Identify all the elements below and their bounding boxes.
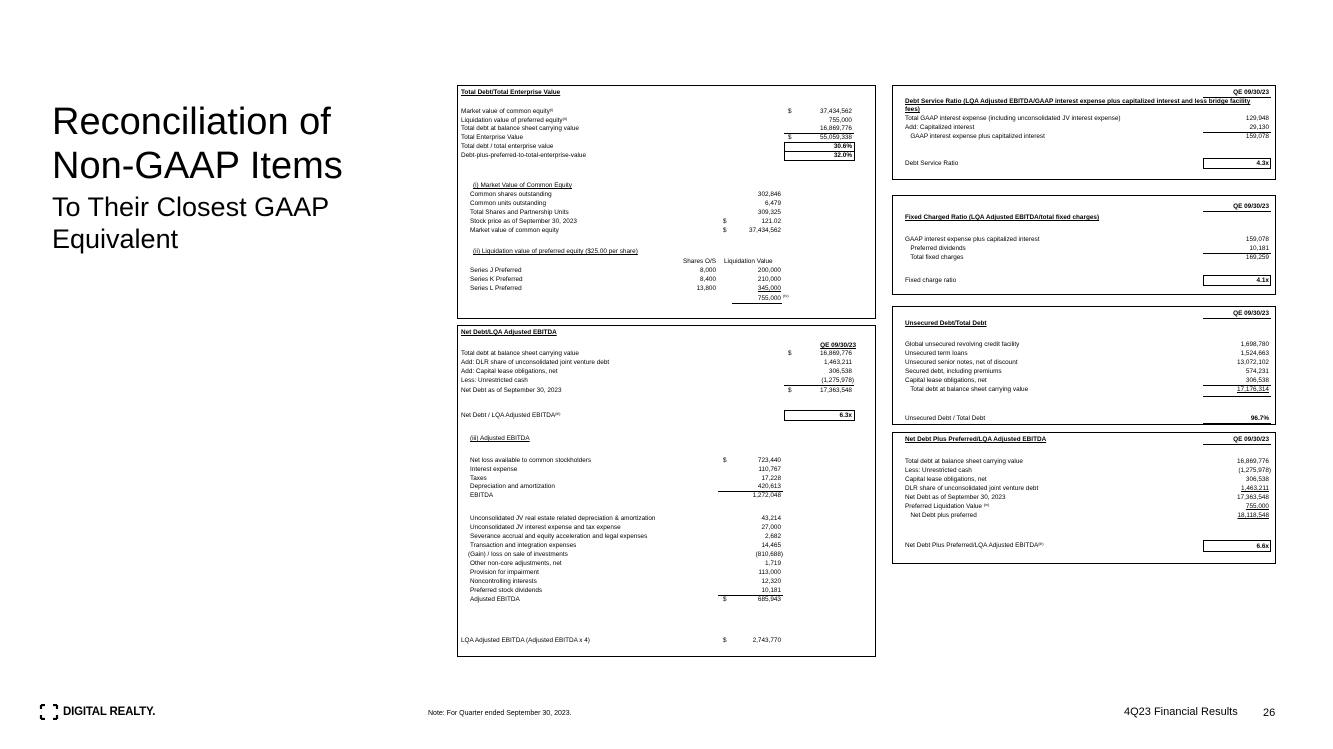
title-line-1: Reconciliation of [52, 101, 331, 143]
ndpp-row-value: (1,275,978) [1238, 467, 1271, 474]
sub1-row-label: Market value of common equity [470, 227, 559, 234]
sub2-row-value: 210,000 [757, 276, 781, 283]
sub2-total: 755,000 [757, 295, 781, 302]
unsecured-row-label: Unsecured senior notes, net of discount [905, 359, 1018, 366]
lqa-label: LQA Adjusted EBITDA (Adjusted EBITDA x 4) [461, 637, 590, 644]
fcr-row-label: Total fixed charges [905, 254, 964, 261]
ndpp-ratio-label: Net Debt Plus Preferred/LQA Adjusted EBITDA$^{(iii)}$ [905, 541, 1044, 549]
brand-name: DIGITAL REALTY. [63, 706, 156, 718]
sub2-col-value: Liquidation Value [724, 258, 773, 265]
sub1-row-value: 121.02 [761, 218, 781, 225]
dsr-col-header: QE 09/30/23 [1233, 89, 1269, 96]
sub2-row-label: Series L Preferred [470, 285, 522, 292]
tev-row-value: 55,059,338 [820, 134, 852, 141]
tev-row-label: Total Enterprise Value [461, 134, 524, 141]
lqa-currency: $ [723, 637, 727, 644]
netdebt-row-value: (1,275,978) [821, 377, 854, 384]
sub1-row-value: 37,434,562 [749, 227, 781, 234]
ebitda-row-value: 723,440 [757, 457, 781, 464]
unsecured-row-label: Unsecured term loans [905, 350, 968, 357]
ndpp-row-value: 755,000 [1245, 503, 1269, 510]
fcr-row-value: 10,181 [1249, 245, 1269, 252]
digital-realty-logo-icon [39, 704, 59, 720]
dsr-row-label: GAAP interest expense plus capitalized interest [905, 133, 1045, 140]
dsr-row-label: Add: Capitalized interest [905, 124, 975, 131]
fcr-row-value: 159,078 [1245, 236, 1269, 243]
tev-row-label: Total debt / total enterprise value [461, 143, 554, 150]
tev-table [457, 85, 876, 319]
ebitda-adj-label: Unconsolidated JV real estate related depreciation & amortization [470, 515, 656, 522]
ebitda-row-label: Net loss available to common stockholders [470, 457, 592, 464]
sub2-row-shares: 13,800 [696, 285, 716, 292]
ndpp-row-label: Net Debt as of September 30, 2023 [905, 494, 1006, 501]
ebitda-row-value: 110,767 [758, 466, 781, 473]
sub2-row-value: 200,000 [757, 267, 781, 274]
ebitda-adj-label: Adjusted EBITDA [470, 596, 520, 603]
divider [1203, 211, 1271, 212]
dsr-heading-2: fees) [905, 106, 920, 113]
dsr-row-value: 129,948 [1245, 115, 1269, 122]
ebitda-adj-label: Other non-core adjustments, net [470, 560, 562, 567]
fcr-ratio-value: 4.1x [1256, 277, 1269, 284]
unsecured-ratio-label: Unsecured Debt / Total Debt [905, 415, 986, 422]
netdebt-row-label: Add: DLR share of unconsolidated joint venture debt [461, 359, 610, 366]
fcr-row-label: Preferred dividends [905, 245, 966, 252]
page-number: 26 [1263, 707, 1276, 719]
ebitda-adj-value: 1,719 [765, 560, 781, 567]
sub2-row-label: Series J Preferred [470, 267, 522, 274]
unsecured-row-value: 17,176,314 [1237, 386, 1269, 393]
sub1-row-value: 6,479 [765, 200, 781, 207]
sub1-row-label: Total Shares and Partnership Units [470, 209, 569, 216]
ebitda-adj-value: 43,214 [761, 515, 781, 522]
page-title [52, 100, 343, 188]
debt-service-table [892, 85, 1276, 180]
dsr-ratio-value: 4.3x [1256, 160, 1269, 167]
ndpp-row-label: DLR share of unconsolidated joint venture debt [905, 485, 1039, 492]
footnote: Note: For Quarter ended September 30, 2023. [428, 710, 572, 717]
ndpp-ratio-value: 6.6x [1256, 543, 1269, 550]
subtitle-line-2: Equivalent [52, 224, 179, 254]
ndpp-row-label: Net Debt plus preferred [905, 512, 977, 519]
page-subtitle [52, 191, 329, 255]
netdebt-row-value: 17,363,548 [820, 387, 852, 394]
title-line-2: Non-GAAP Items [52, 145, 343, 187]
netdebt-row-value: 16,869,776 [820, 350, 852, 357]
ebitda-row-label: EBITDA [470, 492, 494, 499]
fcr-heading: Fixed Charged Ratio (LQA Adjusted EBITDA/total fixed charges) [905, 214, 1100, 221]
sub2-row-label: Series K Preferred [470, 276, 523, 283]
unsecured-debt-table [892, 306, 1276, 425]
unsecured-row-value: 1,698,780 [1240, 341, 1269, 348]
sub1-row-currency: $ [723, 218, 727, 225]
sub1-row-label: Common shares outstanding [470, 191, 552, 198]
ebitda-adj-value: 12,320 [761, 578, 781, 585]
unsecured-ratio-value: 96.7% [1250, 415, 1269, 422]
sub2-row-value: 345,000 [757, 285, 781, 292]
net-debt-table [457, 325, 876, 657]
ndpp-row-label: Total debt at balance sheet carrying value [905, 458, 1023, 465]
ebitda-adj-currency: $ [723, 596, 727, 603]
dsr-heading: Debt Service Ratio (LQA Adjusted EBITDA/GAAP interest expense plus capitalized interest and less bridge facility [905, 98, 1251, 105]
ebitda-adj-label: Severance accrual and equity acceleration and legal expenses [470, 533, 648, 540]
ebitda-adj-value: 14,465 [761, 542, 781, 549]
dsr-row-value: 29,130 [1249, 124, 1269, 131]
divider [784, 385, 854, 386]
fcr-ratio-label: Fixed charge ratio [905, 277, 957, 284]
report-title: 4Q23 Financial Results [1124, 706, 1238, 718]
unsecured-col-header: QE 09/30/23 [1233, 310, 1269, 317]
ebitda-row-label: Interest expense [470, 466, 518, 473]
netdebt-row-value: 1,463,211 [824, 359, 852, 366]
divider [1203, 318, 1271, 319]
ebitda-row-value: 1,272,048 [752, 492, 781, 499]
netdebt-row-label: Less: Unrestricted cash [461, 377, 528, 384]
ebitda-adj-value: 2,682 [765, 533, 781, 540]
ndpp-row-label: Capital lease obligations, net [905, 476, 987, 483]
unsecured-row-label: Capital lease obligations, net [905, 377, 987, 384]
fixed-charge-table [892, 195, 1276, 295]
sub1-row-value: 309,325 [757, 209, 781, 216]
ebitda-row-currency: $ [723, 457, 727, 464]
divider [1203, 444, 1271, 445]
unsecured-row-value: 306,538 [1245, 377, 1269, 384]
netdebt-row-label: Add: Capital lease obligations, net [461, 368, 558, 375]
tev-row-currency: $ [788, 134, 792, 141]
ebitda-row-value: 420,613 [757, 483, 781, 490]
ndpp-row-value: 1,463,211 [1241, 485, 1269, 492]
tev-row-label: Market value of common equity$^{(i)}$ [461, 107, 554, 115]
unsecured-row-label: Global unsecured revolving credit facility [905, 341, 1020, 348]
dsr-row-label: Total GAAP interest expense (including unconsolidated JV interest expense) [905, 115, 1121, 122]
ebitda-adj-value: 113,000 [758, 569, 781, 576]
unsecured-row-value: 1,524,663 [1240, 350, 1269, 357]
tev-heading: Total Debt/Total Enterprise Value [461, 89, 561, 96]
sub1-row-label: Common units outstanding [470, 200, 547, 207]
subtitle-line-1: To Their Closest GAAP [52, 192, 330, 222]
tev-row-value: 16,869,776 [820, 125, 852, 132]
fcr-row-value: 169,259 [1245, 254, 1269, 261]
netdebt-row-value: 306,538 [828, 368, 852, 375]
ndpp-row-value: 17,363,548 [1237, 494, 1269, 501]
ebitda-adj-value: (810,688) [755, 551, 783, 558]
sub1-heading: (i) Market Value of Common Equity [473, 182, 572, 189]
netdebt-col-header: QE 09/30/23 [820, 342, 856, 349]
unsecured-row-value: 574,231 [1245, 368, 1269, 375]
sub1-row-currency: $ [723, 227, 727, 234]
ebitda-adj-value: 10,181 [761, 587, 781, 594]
ebitda-adj-label: Transaction and integration expenses [470, 542, 577, 549]
ebitda-row-label: Taxes [470, 474, 487, 482]
sub2-heading: (ii) Liquidation value of preferred equity ($25.00 per share) [473, 248, 638, 255]
sub2-row-shares: 8,000 [700, 267, 716, 274]
ndpp-row-value: 16,869,776 [1237, 458, 1269, 465]
tev-row-value: 755,000 [828, 116, 852, 124]
ebitda-row-label: Depreciation and amortization [470, 483, 555, 490]
sub1-row-value: 302,846 [757, 191, 781, 198]
divider [1203, 396, 1271, 397]
fcr-row-label: GAAP interest expense plus capitalized interest [905, 236, 1040, 243]
dsr-ratio-label: Debt Service Ratio [905, 160, 959, 167]
ndpp-row-label: Preferred Liquidation Value $^{(iv)}$ [905, 502, 990, 510]
ebitda-adj-label: Unconsolidated JV interest expense and tax expense [470, 524, 621, 531]
netdebt-ratio-value: 6.3x [839, 412, 852, 419]
ebitda-row-value: 17,228 [761, 474, 781, 482]
ebitda-adj-value: 27,000 [761, 524, 781, 531]
ndpp-col-header: QE 09/30/23 [1233, 436, 1269, 443]
netdebt-row-currency: $ [788, 350, 792, 357]
tev-row-value: 32.0% [833, 152, 852, 159]
unsecured-heading: Unsecured Debt/Total Debt [905, 320, 987, 327]
dsr-row-value: 159,078 [1245, 133, 1269, 140]
fcr-col-header: QE 09/30/23 [1233, 203, 1269, 210]
sub2-col-shares: Shares O/S [682, 258, 716, 265]
ndpp-row-value: 306,538 [1245, 476, 1269, 483]
tev-row-currency: $ [788, 108, 792, 115]
netdebt-row-label: Total debt at balance sheet carrying value [461, 350, 579, 357]
netdebt-heading: Net Debt/LQA Adjusted EBITDA [461, 329, 557, 336]
netdebt-row-label: Net Debt as of September 30, 2023 [461, 387, 562, 394]
unsecured-row-value: 13,072,102 [1237, 359, 1269, 366]
lqa-value: 2,743,770 [752, 637, 781, 644]
ndpp-row-value: 18,118,548 [1237, 512, 1269, 519]
sub1-row-label: Stock price as of September 30, 2023 [470, 218, 577, 225]
tev-row-value: 37,434,562 [820, 108, 852, 115]
sub2-total-sup: (iv) [783, 293, 789, 298]
tev-row-label: Liquidation value of preferred equity$^{(ii)}$ [461, 115, 568, 124]
tev-row-value: 30.6% [833, 143, 852, 150]
unsecured-row-label: Total debt at balance sheet carrying value [905, 386, 1029, 393]
sub2-row-shares: 8,400 [700, 276, 716, 283]
unsecured-row-label: Secured debt, including premiums [905, 368, 1002, 375]
ebitda-adj-label: Preferred stock dividends [470, 587, 543, 594]
tev-row-label: Debt-plus-preferred-to-total-enterprise-value [461, 152, 587, 159]
netdebt-row-currency: $ [788, 387, 792, 394]
ebitda-adj-label: Provision for impairment [470, 569, 539, 576]
ebitda-heading: (iii) Adjusted EBITDA [470, 435, 530, 442]
tev-row-label: Total debt at balance sheet carrying value [461, 125, 579, 132]
ndpp-row-label: Less: Unrestricted cash [905, 467, 972, 474]
netdebt-ratio-label: Net Debt / LQA Adjusted EBITDA$^{(iii)}$ [461, 411, 561, 419]
ebitda-adj-label: Noncontrolling interests [470, 578, 537, 585]
divider [1203, 423, 1271, 424]
ebitda-adj-label: (Gain) / loss on sale of investments [468, 551, 568, 558]
ebitda-adj-value: 685,943 [757, 596, 781, 603]
net-debt-plus-preferred-table [892, 432, 1276, 564]
ndpp-heading: Net Debt Plus Preferred/LQA Adjusted EBITDA [905, 436, 1047, 443]
divider [732, 303, 782, 304]
